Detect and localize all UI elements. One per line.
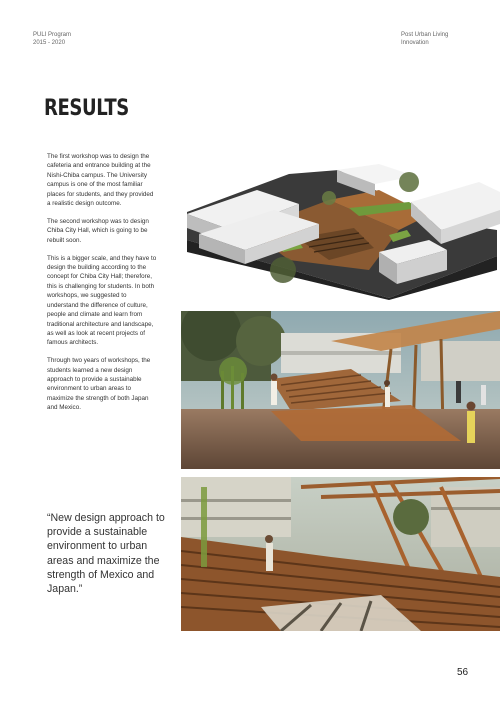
paragraph: The first workshop was to design the cafeteria and entrance building at the Nishi-Chiba campus. The University campus is one of the most familiar places for students, and they provided a realistic design outcome. — [47, 153, 154, 208]
campus-model-image — [179, 160, 500, 300]
body-text — [47, 152, 157, 421]
header-program-years: 2015 - 2020 — [33, 40, 66, 46]
header-program — [33, 31, 71, 47]
header-series-line1: Post Urban Living — [401, 32, 449, 38]
page-number: 56 — [457, 667, 469, 678]
header-series — [401, 31, 448, 47]
paragraph: This is a bigger scale, and they have to design the building according to the concept for Chiba City Hall; therefore, this is challenging for students. In both workshops, we suggested to understand the difference of culture, people and climate and learn from traditional architecture and landscape, as well as look at recent projects of famous architects. — [47, 254, 157, 347]
header-series-line2: Innovation — [401, 40, 429, 46]
header-program-name: PULI Program — [33, 32, 72, 38]
pull-quote: “New design approach to provide a sustainable environment to urban areas and maximize the strength of Mexico and Japan.” — [47, 512, 165, 596]
plaza-rendering-image — [181, 311, 500, 469]
paragraph: The second workshop was to design Chiba City Hall, which is going to be rebuilt soon. — [47, 217, 149, 244]
page-title: RESULTS — [44, 96, 129, 121]
stairs-rendering-image — [181, 477, 500, 631]
paragraph: Through two years of workshops, the students learned a new design approach to provide a sustainable environment to urban areas to maximize the strength of both Japan and Mexico. — [47, 357, 151, 412]
